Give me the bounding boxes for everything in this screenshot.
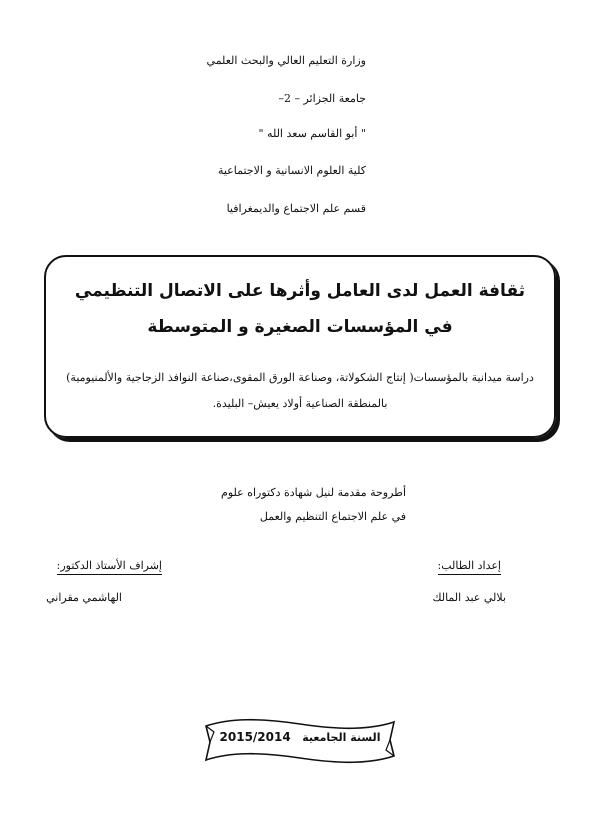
thesis-title: ثقافة العمل لدى العامل وأثرها على الاتصال التنظيمي في المؤسسات الصغيرة و المتوسطة: [74, 281, 526, 337]
academic-year-ribbon: [200, 716, 400, 764]
supervisor-name: الهاشمي مقراني: [46, 591, 122, 604]
university-name: جامعة الجزائر – 2–: [278, 92, 366, 105]
degree-field: في علم الاجتماع التنظيم والعمل: [259, 510, 406, 523]
title-frame: [44, 255, 556, 438]
degree-statement: أطروحة مقدمة لنيل شهادة دكتوراه علوم: [221, 486, 406, 499]
supervisor-label: إشراف الأستاذ الدكتور:: [57, 559, 162, 575]
department-name: قسم علم الاجتماع والديمغرافيا: [226, 202, 366, 215]
thesis-subtitle: دراسة ميدانية بالمؤسسات( إنتاج الشكولاتة، وصناعة الورق المقوى،صناعة النوافذ الزجاجية والألمنيومية) بالمنطقة الصناعية أولاد يعيش– البليدة.: [66, 371, 534, 410]
ministry-name: وزارة التعليم العالي والبحث العلمي: [206, 54, 366, 67]
student-label: إعداد الطالب:: [438, 559, 502, 575]
faculty-name: كلية العلوم الانسانية و الاجتماعية: [217, 164, 366, 177]
academic-year-value: 2015/2014: [219, 730, 291, 744]
university-honorific: " أبو القاسم سعد الله ": [258, 127, 366, 140]
academic-year-label: السنة الجامعية: [302, 731, 381, 744]
student-name: بلالي عبد المالك: [432, 591, 506, 604]
